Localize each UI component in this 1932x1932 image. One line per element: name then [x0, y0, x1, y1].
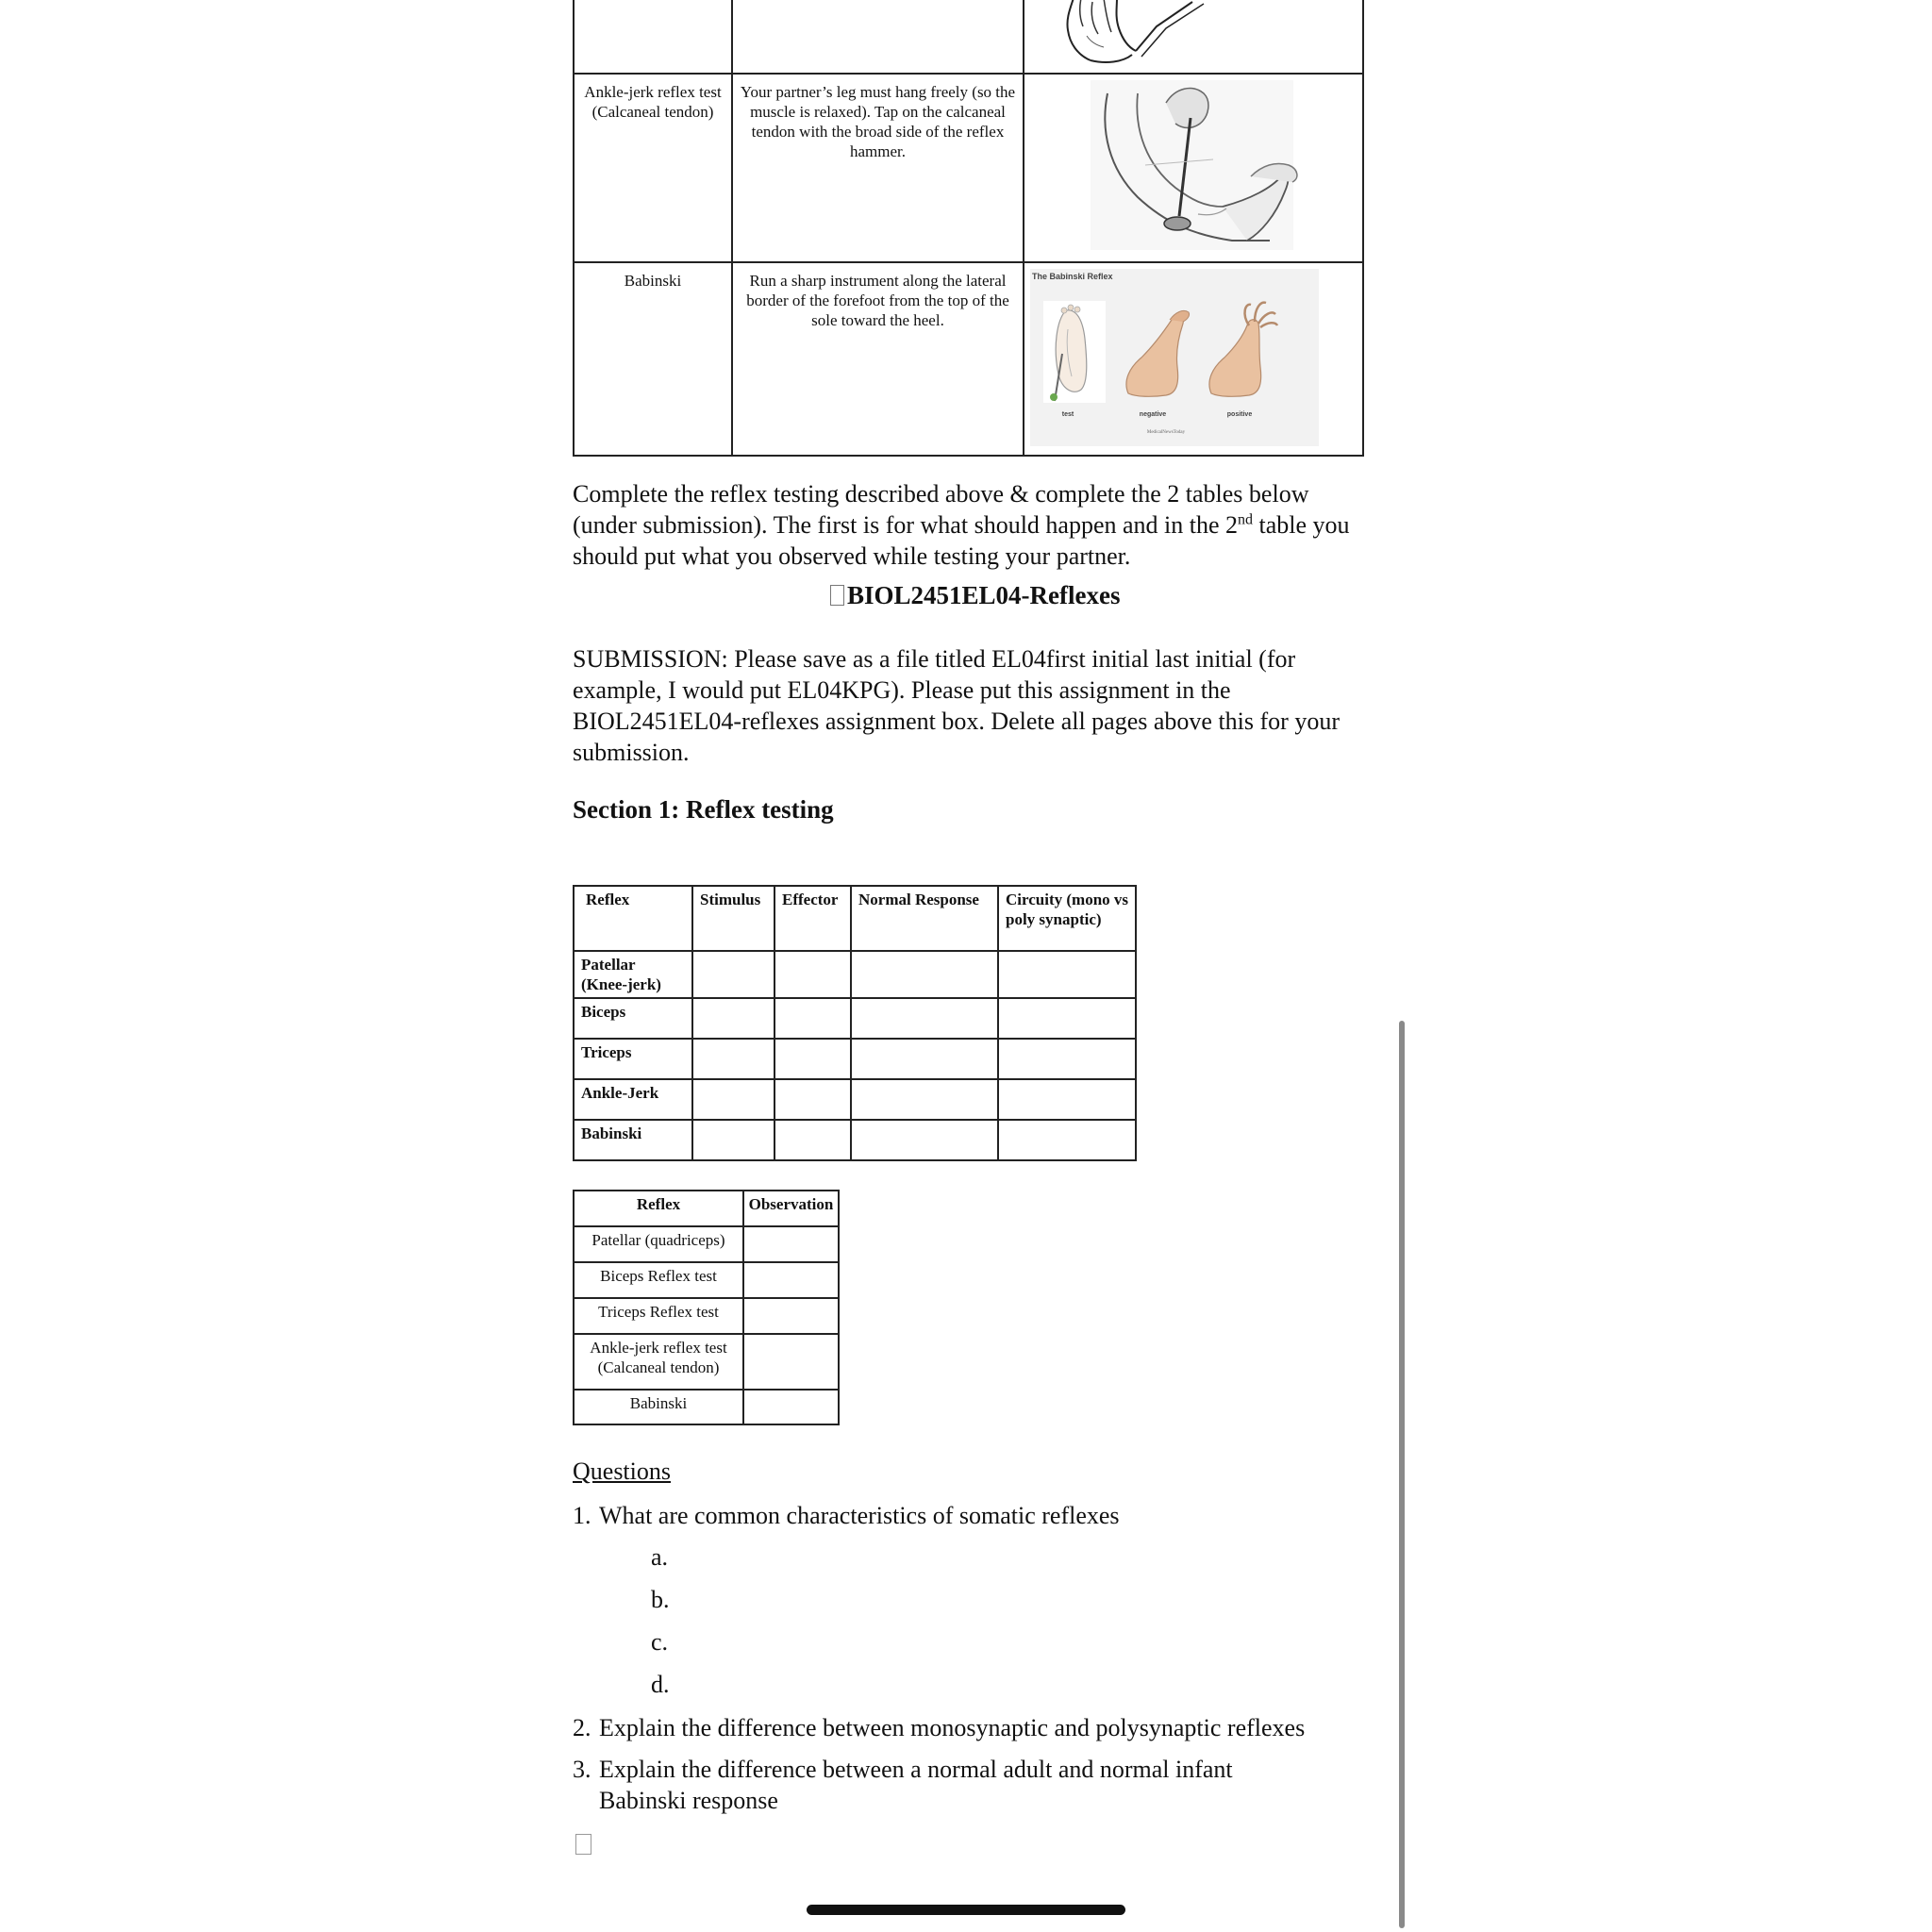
stimulus-cell[interactable] — [692, 1120, 774, 1160]
observation-reflex: Biceps Reflex test — [574, 1262, 743, 1298]
reflex-table-header: Effector — [774, 886, 851, 951]
babinski-figure-credit: MedicalNewsToday — [1146, 430, 1186, 435]
observation-table-header: Observation — [743, 1191, 839, 1226]
reflex-name: Triceps — [574, 1039, 692, 1079]
stimulus-cell[interactable] — [692, 998, 774, 1039]
question-text: What are common characteristics of somatic reflexes — [599, 1502, 1120, 1529]
question-number: 3. — [573, 1756, 591, 1783]
effector-cell[interactable] — [774, 998, 851, 1039]
effector-cell[interactable] — [774, 951, 851, 998]
question-3 — [573, 1754, 1233, 1816]
question-number: 1. — [573, 1502, 591, 1529]
instructions-ordinal: 2 — [1225, 511, 1239, 539]
missing-glyph-icon — [830, 585, 844, 606]
table-row — [574, 1298, 839, 1334]
table-row — [574, 1262, 839, 1298]
reflex-table-header: Reflex — [574, 886, 692, 951]
table-row — [574, 1390, 839, 1424]
circuitry-cell[interactable] — [998, 951, 1136, 998]
procedure-cell — [732, 0, 1024, 74]
submission-paragraph: SUBMISSION: Please save as a file titled EL04first initial last initial (for example, I would put EL04KPG). Please put this assignment in the BIOL2451EL04-reflexes assignment box. Delete all pages above this for your submission. — [573, 645, 1340, 766]
procedure-description: Your partner’s leg must hang freely (so the muscle is relaxed). Tap on the calcaneal tendon with the broad side of the reflex hammer. — [732, 74, 1024, 262]
reflex-table-header: Normal Response — [851, 886, 998, 951]
ankle-jerk-illustration — [1024, 75, 1362, 257]
babinski-label-test: test — [1061, 411, 1074, 418]
observation-cell[interactable] — [743, 1262, 839, 1298]
table-row — [574, 1226, 839, 1262]
stimulus-cell[interactable] — [692, 951, 774, 998]
assignment-title — [830, 581, 1121, 610]
table-row — [574, 1039, 1136, 1079]
observation-reflex: Triceps Reflex test — [574, 1298, 743, 1334]
observation-reflex: Ankle-jerk reflex test (Calcaneal tendon) — [574, 1334, 743, 1390]
circuitry-cell[interactable] — [998, 1079, 1136, 1120]
procedure-image-cell — [1024, 0, 1363, 74]
normal-response-cell[interactable] — [851, 1120, 998, 1160]
reflex-table-header-row — [574, 886, 1136, 951]
reflex-name: Babinski — [574, 1120, 692, 1160]
observation-cell[interactable] — [743, 1334, 839, 1390]
question-number: 2. — [573, 1714, 591, 1741]
table-row — [574, 951, 1136, 998]
procedure-row — [574, 74, 1363, 262]
observation-cell[interactable] — [743, 1390, 839, 1424]
effector-cell[interactable] — [774, 1079, 851, 1120]
reflex-name: Biceps — [574, 998, 692, 1039]
observation-cell[interactable] — [743, 1298, 839, 1334]
question-text: Explain the difference between a normal adult and normal infant — [599, 1756, 1233, 1783]
reflex-table-header: Stimulus — [692, 886, 774, 951]
section-heading: Section 1: Reflex testing — [573, 795, 834, 824]
home-indicator[interactable] — [807, 1905, 1125, 1915]
observation-table-header-row — [574, 1191, 839, 1226]
procedure-image-cell — [1024, 74, 1363, 262]
assignment-title-text: BIOL2451EL04-Reflexes — [847, 581, 1121, 609]
table-row — [574, 1334, 839, 1390]
reflex-table — [573, 885, 1137, 1161]
observation-reflex: Babinski — [574, 1390, 743, 1424]
reflex-table-header: Circuity (mono vs poly synaptic) — [998, 886, 1136, 951]
procedure-image-cell — [1024, 262, 1363, 456]
answer-item[interactable]: c. — [651, 1628, 669, 1656]
procedure-test-name: Babinski — [574, 262, 732, 456]
normal-response-cell[interactable] — [851, 1079, 998, 1120]
observation-table — [573, 1190, 840, 1425]
babinski-reflex-figure — [1024, 263, 1362, 450]
stimulus-cell[interactable] — [692, 1079, 774, 1120]
table-row — [574, 1079, 1136, 1120]
instructions-paragraph — [573, 478, 1365, 572]
normal-response-cell[interactable] — [851, 951, 998, 998]
reflex-name: Ankle-Jerk — [574, 1079, 692, 1120]
procedure-row-partial — [574, 0, 1363, 74]
normal-response-cell[interactable] — [851, 998, 998, 1039]
answer-item[interactable]: d. — [651, 1671, 670, 1698]
procedure-description: Run a sharp instrument along the lateral border of the forefoot from the top of the sole toward the heel. — [732, 262, 1024, 456]
arm-reflex-illustration — [1024, 0, 1362, 68]
procedure-cell — [574, 0, 732, 74]
question-text: Explain the difference between monosynaptic and polysynaptic reflexes — [599, 1714, 1306, 1741]
table-row — [574, 1120, 1136, 1160]
questions-heading: Questions — [573, 1457, 671, 1485]
circuitry-cell[interactable] — [998, 998, 1136, 1039]
question-2 — [573, 1712, 1305, 1743]
effector-cell[interactable] — [774, 1039, 851, 1079]
vertical-scrollbar[interactable] — [1399, 1021, 1405, 1928]
circuitry-cell[interactable] — [998, 1039, 1136, 1079]
observation-reflex: Patellar (quadriceps) — [574, 1226, 743, 1262]
babinski-label-positive: positive — [1226, 411, 1253, 418]
table-row — [574, 998, 1136, 1039]
reflex-name: Patellar (Knee-jerk) — [574, 951, 692, 998]
question-text-continued: Babinski response — [599, 1787, 778, 1814]
instructions-text-a: Complete the reflex testing described above & complete the 2 tables below (under submission). The first is for what should happen and in the — [573, 480, 1309, 539]
observation-cell[interactable] — [743, 1226, 839, 1262]
observation-table-header: Reflex — [574, 1191, 743, 1226]
answer-item[interactable]: a. — [651, 1543, 669, 1571]
procedure-row — [574, 262, 1363, 456]
effector-cell[interactable] — [774, 1120, 851, 1160]
stimulus-cell[interactable] — [692, 1039, 774, 1079]
procedure-table — [573, 0, 1364, 457]
question-1 — [573, 1500, 1120, 1531]
instructions-text-b: table you should put what you observed while testing your partner. — [573, 511, 1350, 570]
babinski-label-negative: negative — [1139, 411, 1167, 418]
instructions-ordinal-suffix: nd — [1238, 511, 1254, 528]
circuitry-cell[interactable] — [998, 1120, 1136, 1160]
normal-response-cell[interactable] — [851, 1039, 998, 1079]
missing-glyph-icon — [575, 1834, 591, 1855]
procedure-test-name: Ankle-jerk reflex test (Calcaneal tendon) — [574, 74, 732, 262]
answer-item[interactable]: b. — [651, 1586, 670, 1613]
babinski-figure-title: The Babinski Reflex — [1032, 272, 1113, 281]
